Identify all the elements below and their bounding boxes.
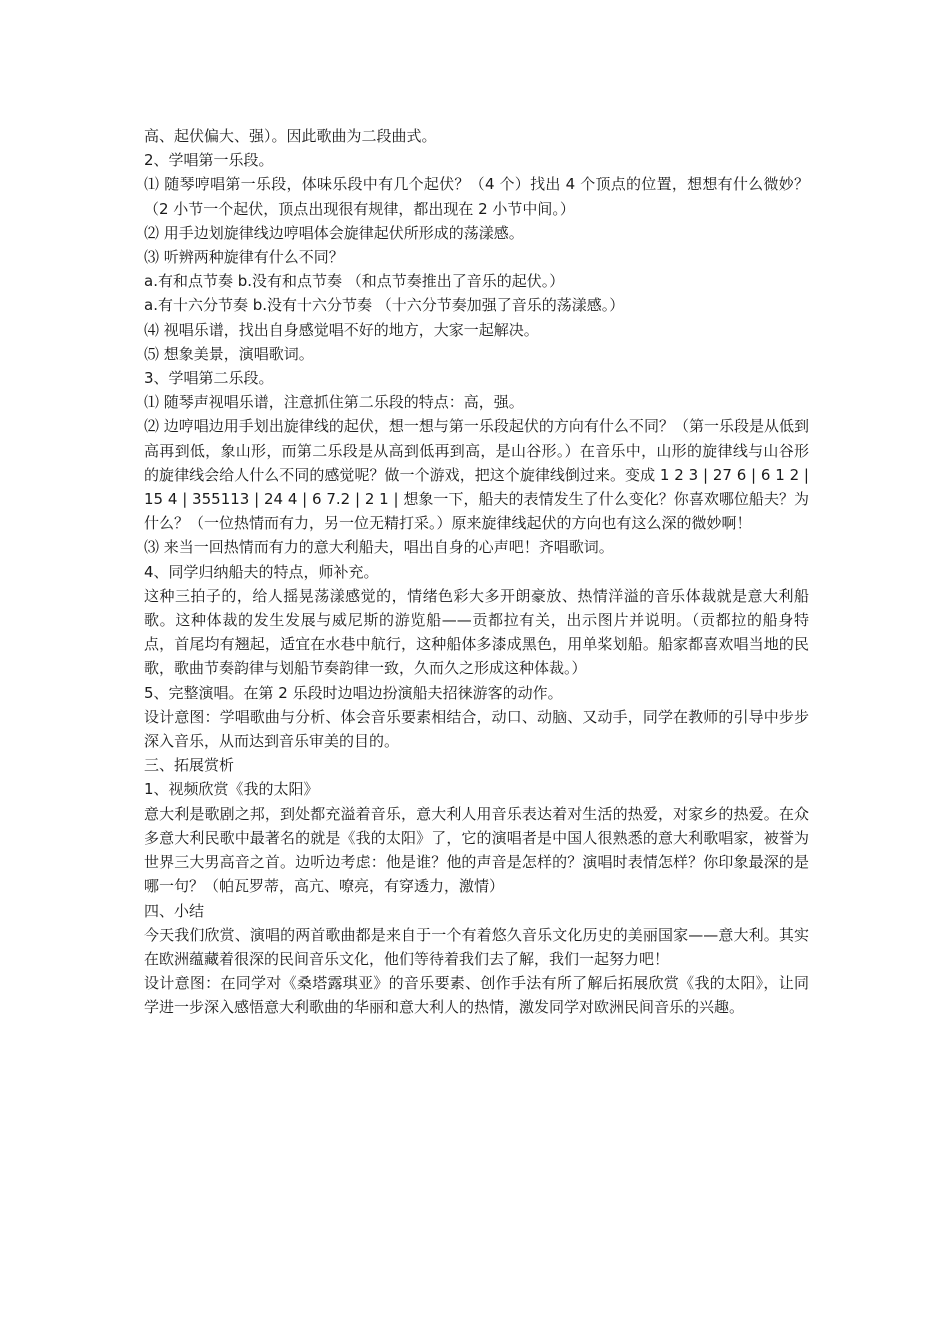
heading-full-performance: 5、完整演唱。在第 2 乐段时边唱边扮演船夫招徕游客的动作。 (144, 683, 563, 702)
heading-video-o-sole-mio: 1、视频欣赏《我的太阳》 (144, 780, 319, 799)
heading-extended-appreciation: 三、拓展赏析 (144, 756, 235, 775)
step-5-sing-lyrics: ⑸ 想象美景，演唱歌词。 (144, 344, 314, 363)
step-3-compare-melodies: ⑶ 听辨两种旋律有什么不同？ (144, 248, 344, 267)
heading-summary: 四、小结 (144, 901, 205, 920)
document-body (144, 124, 809, 1020)
heading-learn-second-section: 3、学唱第二乐段。 (144, 369, 274, 388)
step-1-sight-sing-second: ⑴ 随琴声视唱乐谱，注意抓住第二乐段的特点：高，强。 (144, 393, 524, 412)
step-2-melody-direction: ⑵ 边哼唱边用手划出旋律线的起伏，想一想与第一乐段起伏的方向有什么不同？（第一乐段是从低到高再到低，象山形，而第二乐段是从高到低再到高，是山谷形。）在音乐中，山形的旋律线与山谷形的旋律线会给人什么不同的感觉呢？做一个游戏，把这个旋律线倒过来。变成 1 2 3 | 27 6 | 6 1 2 | 15 4 | 355113 | 24 4 | 6 7.2 | 2 1 | 想象一下，船夫的表情发生了什么变化？你喜欢哪位船夫？为什么？（一位热情而有力，另一位无精打采。）原来旋律线起伏的方向也有这么深的微妙啊！ (144, 417, 809, 533)
heading-boatman-traits: 4、同学归纳船夫的特点，师补充。 (144, 562, 379, 581)
step-3-sing-as-boatman: ⑶ 来当一回热情而有力的意大利船夫，唱出自身的心声吧！齐唱歌词。 (144, 538, 614, 557)
design-intent-2: 设计意图：在同学对《桑塔露琪亚》的音乐要素、创作手法有所了解后拓展欣赏《我的太阳》，让同学进一步深入感悟意大利歌曲的华丽和意大利人的热情，激发同学对欧洲民间音乐的兴趣。 (144, 974, 809, 1017)
paragraph-italy-opera: 意大利是歌剧之邦，到处都充溢着音乐，意大利人用音乐表达着对生活的热爱，对家乡的热爱。在众多意大利民歌中最著名的就是《我的太阳》了，它的演唱者是中国人很熟悉的意大利歌唱家，被誉为世界三大男高音之首。边听边考虑：他是谁？他的声音是怎样的？演唱时表情怎样？你印象最深的是哪一句？（帕瓦罗蒂，高亢、嘹亮，有穿透力，激情） (144, 804, 809, 896)
step-1-hum-first-section: ⑴ 随琴哼唱第一乐段，体味乐段中有几个起伏？（4 个）找出 4 个顶点的位置，想想有什么微妙？（2 小节一个起伏，顶点出现很有规律，都出现在 2 小节中间。） (144, 175, 809, 218)
step-2-draw-melody-line: ⑵ 用手边划旋律线边哼唱体会旋律起伏所形成的荡漾感。 (144, 223, 524, 242)
step-4-sight-sing: ⑷ 视唱乐谱，找出自身感觉唱不好的地方，大家一起解决。 (144, 320, 539, 339)
option-syncopation: a.有和点节奏 b.没有和点节奏 （和点节奏推出了音乐的起伏。） (144, 272, 565, 291)
paragraph-summary: 今天我们欣赏、演唱的两首歌曲都是来自于一个有着悠久音乐文化历史的美丽国家——意大利。其实在欧洲蕴藏着很深的民间音乐文化，他们等待着我们去了解，我们一起努力吧！ (144, 925, 809, 968)
design-intent-1: 设计意图：学唱歌曲与分析、体会音乐要素相结合，动口、动脑、又动手，同学在教师的引导中步步深入音乐，从而达到音乐审美的目的。 (144, 707, 809, 751)
paragraph-intro-tail: 高、起伏偏大、强）。因此歌曲为二段曲式。 (144, 127, 437, 145)
option-sixteenth-notes: a.有十六分节奏 b.没有十六分节奏 （十六分节奏加强了音乐的荡漾感。） (144, 296, 625, 315)
paragraph-barcarolle: 这种三拍子的，给人摇晃荡漾感觉的，情绪色彩大多开朗豪放、热情洋溢的音乐体裁就是意大利船歌。这种体裁的发生发展与威尼斯的游览船——贡都拉有关，出示图片并说明。（贡都拉的船身特点，首尾均有翘起，适宜在水巷中航行，这种船体多漆成黑色，用单桨划船。船家都喜欢唱当地的民歌，歌曲节奏韵律与划船节奏韵律一致，久而久之形成这种体裁。） (144, 586, 809, 678)
heading-learn-first-section: 2、学唱第一乐段。 (144, 151, 274, 170)
